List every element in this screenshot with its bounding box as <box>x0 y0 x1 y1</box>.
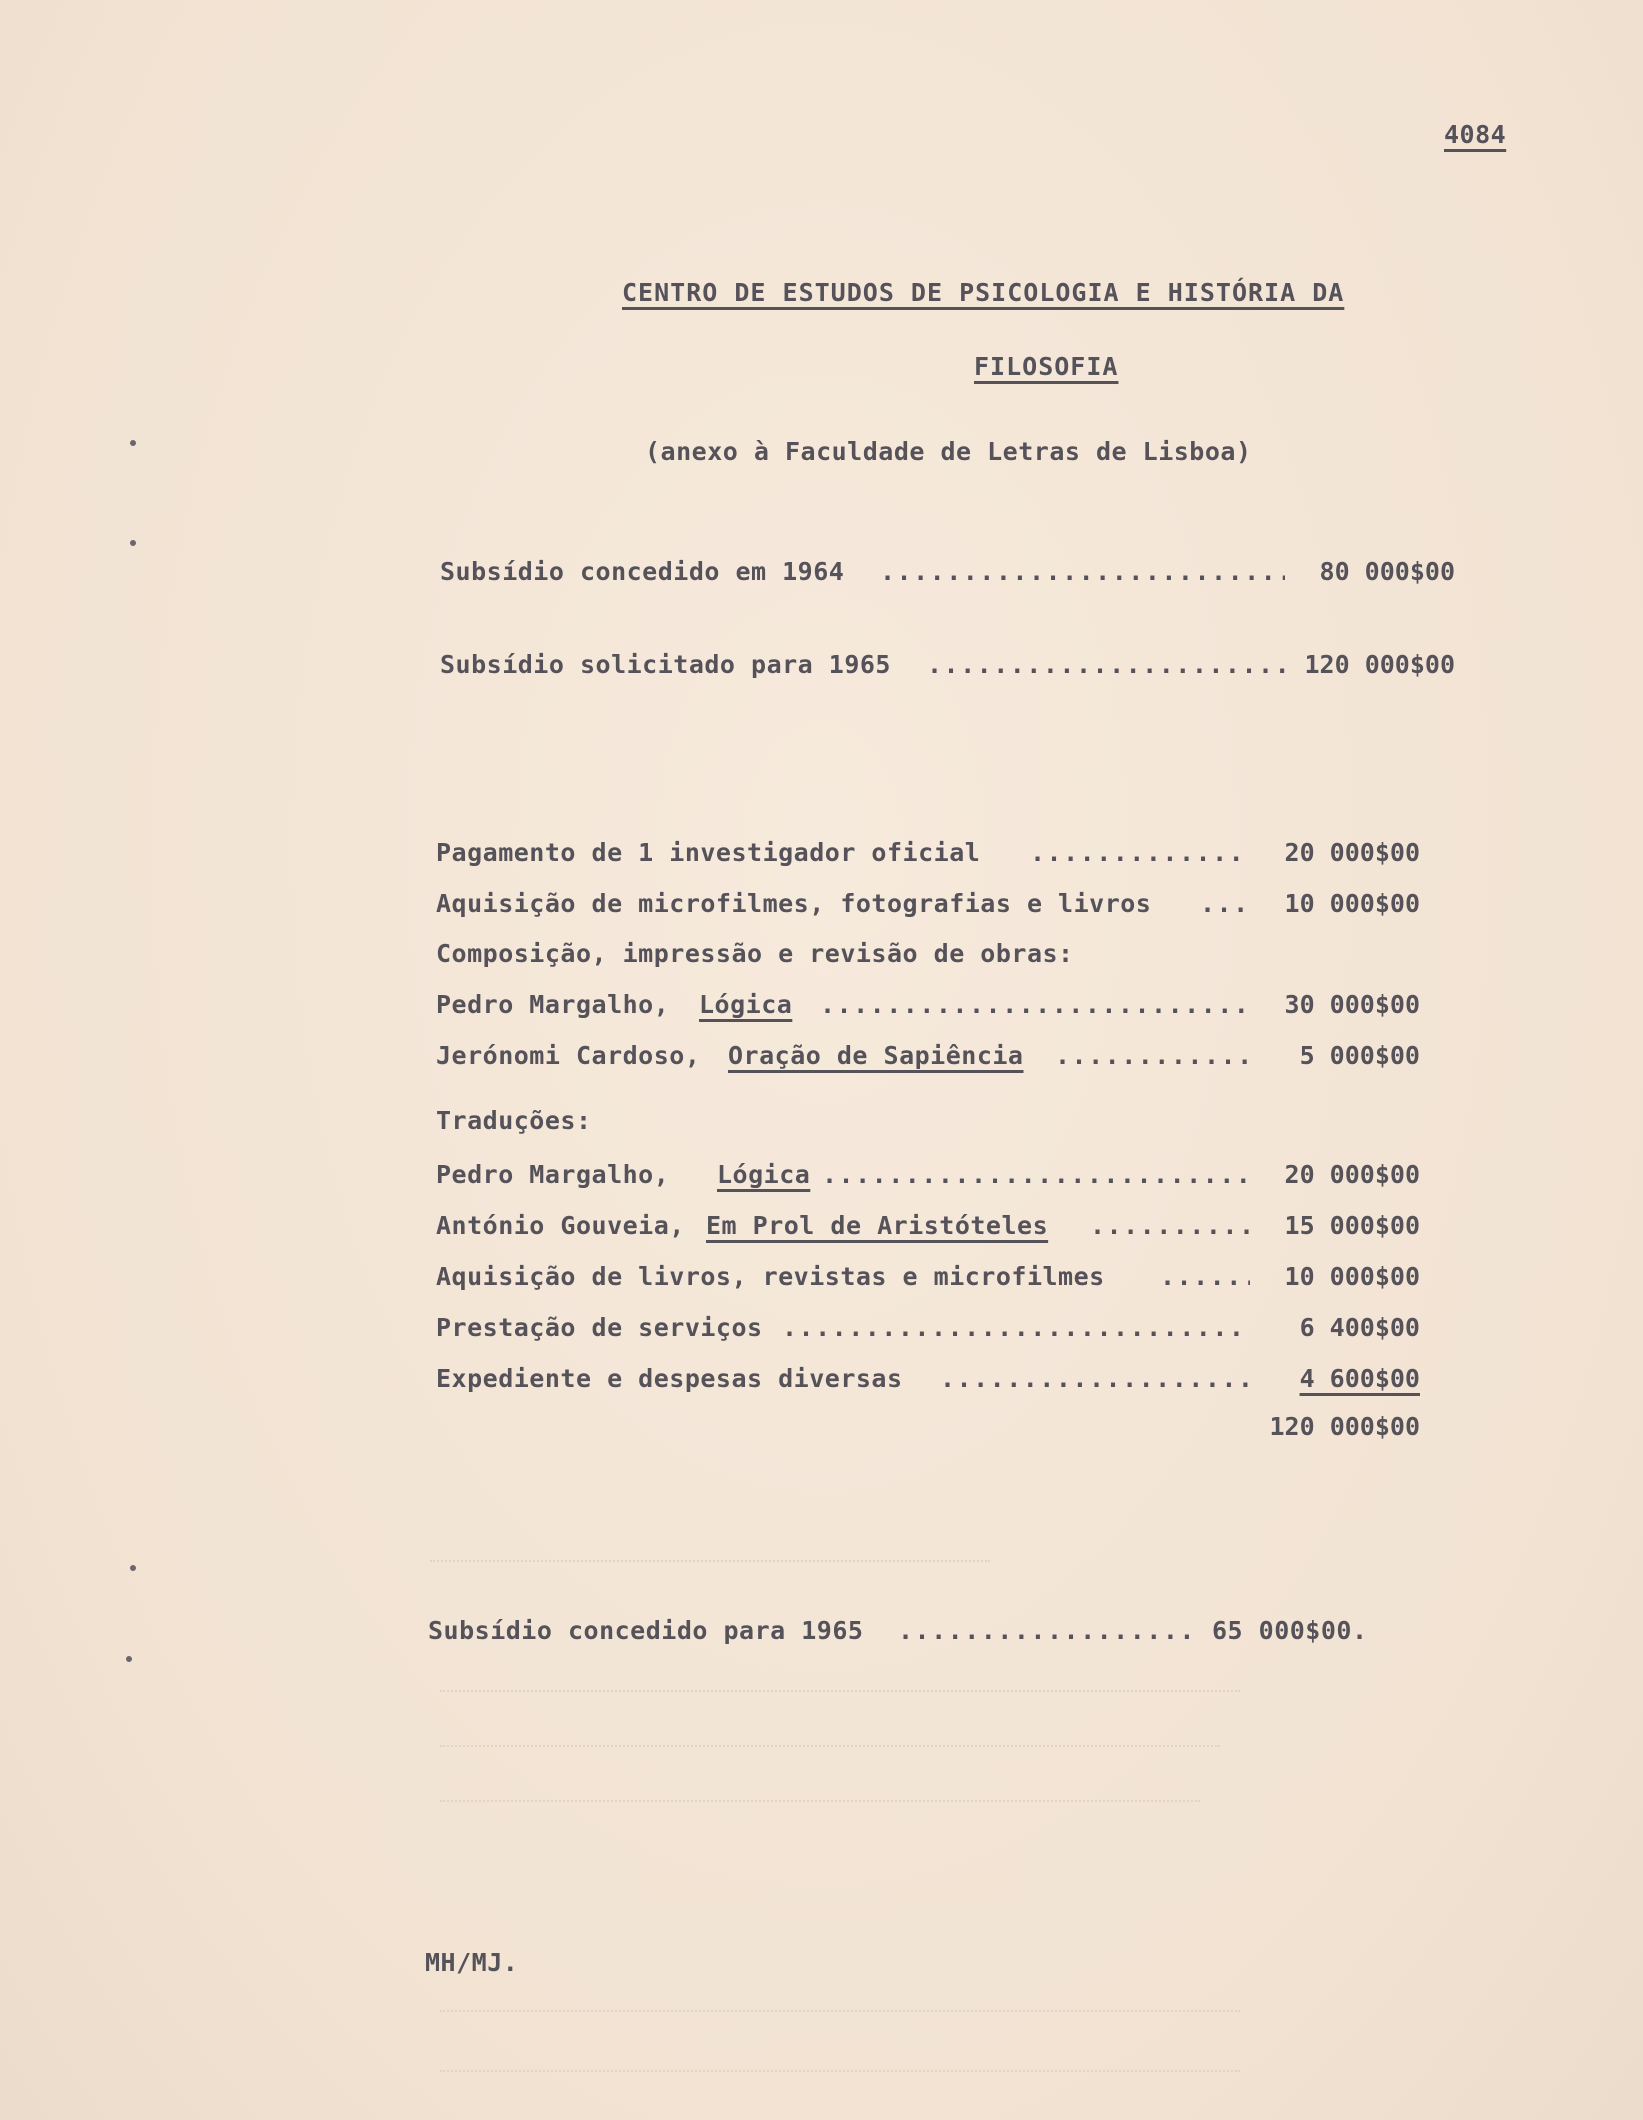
page-number: 4084 <box>1444 120 1507 149</box>
item-margalho-logica-work: Lógica <box>699 990 793 1019</box>
leader-dots <box>782 1313 1250 1342</box>
leader-dots <box>1160 1262 1250 1291</box>
item-cardoso-author: Jerónomi Cardoso, <box>436 1041 716 1070</box>
leader-dots <box>820 990 1250 1019</box>
item-investigador-label: Pagamento de 1 investigador oficial <box>436 838 981 867</box>
item-gouveia-work: Em Prol de Aristóteles <box>706 1211 1049 1240</box>
leader-dots <box>1200 889 1250 918</box>
item-margalho-logica-author: Pedro Margalho, <box>436 990 685 1019</box>
item-livros-revistas-label: Aquisição de livros, revistas e microfilmes <box>436 1262 1105 1291</box>
item-servicos-label: Prestação de serviços <box>436 1313 763 1342</box>
subsidy-granted-1965-label: Subsídio concedido para 1965 <box>428 1616 864 1645</box>
title-line-2: FILOSOFIA <box>974 352 1119 381</box>
subsidy-1964-label: Subsídio concedido em 1964 <box>440 557 845 586</box>
leader-dots <box>1090 1211 1250 1240</box>
item-composicao-heading: Composição, impressão e revisão de obras: <box>436 939 1074 968</box>
margin-speck <box>130 540 136 546</box>
show-through-line <box>440 1800 1200 1803</box>
show-through-line <box>440 1745 1220 1748</box>
item-margalho-logica-amount: 30 000$00 <box>1284 990 1420 1019</box>
item-gouveia-author: António Gouveia, <box>436 1211 701 1240</box>
item-cardoso-work: Oração de Sapiência <box>728 1041 1024 1070</box>
leader-dots <box>898 1616 1198 1645</box>
leader-dots <box>1055 1041 1250 1070</box>
item-traducao-margalho-amount: 20 000$00 <box>1284 1160 1420 1189</box>
subsidy-1964-amount: 80 000$00 <box>1319 557 1455 586</box>
typist-initials: MH/MJ. <box>425 1948 519 1977</box>
item-traducoes-heading: Traduções: <box>436 1106 592 1135</box>
show-through-line <box>440 2070 1240 2073</box>
subtitle: (anexo à Faculdade de Letras de Lisboa) <box>645 437 1252 466</box>
item-investigador-amount: 20 000$00 <box>1284 838 1420 867</box>
item-traducao-margalho-work: Lógica <box>717 1160 811 1189</box>
item-microfilmes-amount: 10 000$00 <box>1284 889 1420 918</box>
item-microfilmes-label: Aquisição de microfilmes, fotografias e livros <box>436 889 1152 918</box>
show-through-line <box>440 1690 1240 1693</box>
item-expediente-label: Expediente e despesas diversas <box>436 1364 903 1393</box>
item-cardoso-amount: 5 000$00 <box>1299 1041 1420 1070</box>
subsidy-requested-1965-label: Subsídio solicitado para 1965 <box>440 650 891 679</box>
show-through-line <box>440 2010 1240 2013</box>
item-livros-revistas-amount: 10 000$00 <box>1284 1262 1420 1291</box>
item-traducao-margalho-author: Pedro Margalho, <box>436 1160 685 1189</box>
subsidy-requested-1965-amount: 120 000$00 <box>1304 650 1455 679</box>
leader-dots <box>940 1364 1250 1393</box>
item-servicos-amount: 6 400$00 <box>1299 1313 1420 1342</box>
subsidy-granted-1965-amount: 65 000$00. <box>1212 1616 1368 1645</box>
item-gouveia-amount: 15 000$00 <box>1284 1211 1420 1240</box>
leader-dots <box>1030 838 1250 867</box>
title-line-1: CENTRO DE ESTUDOS DE PSICOLOGIA E HISTÓRIA DA <box>622 278 1345 307</box>
margin-speck <box>130 440 136 446</box>
item-expediente-amount: 4 600$00 <box>1299 1364 1420 1393</box>
budget-total: 120 000$00 <box>1269 1412 1420 1441</box>
leader-dots <box>822 1160 1250 1189</box>
leader-dots <box>927 650 1285 679</box>
margin-speck <box>126 1656 132 1662</box>
margin-speck <box>130 1565 136 1571</box>
show-through-line <box>430 1560 990 1563</box>
leader-dots <box>880 557 1285 586</box>
